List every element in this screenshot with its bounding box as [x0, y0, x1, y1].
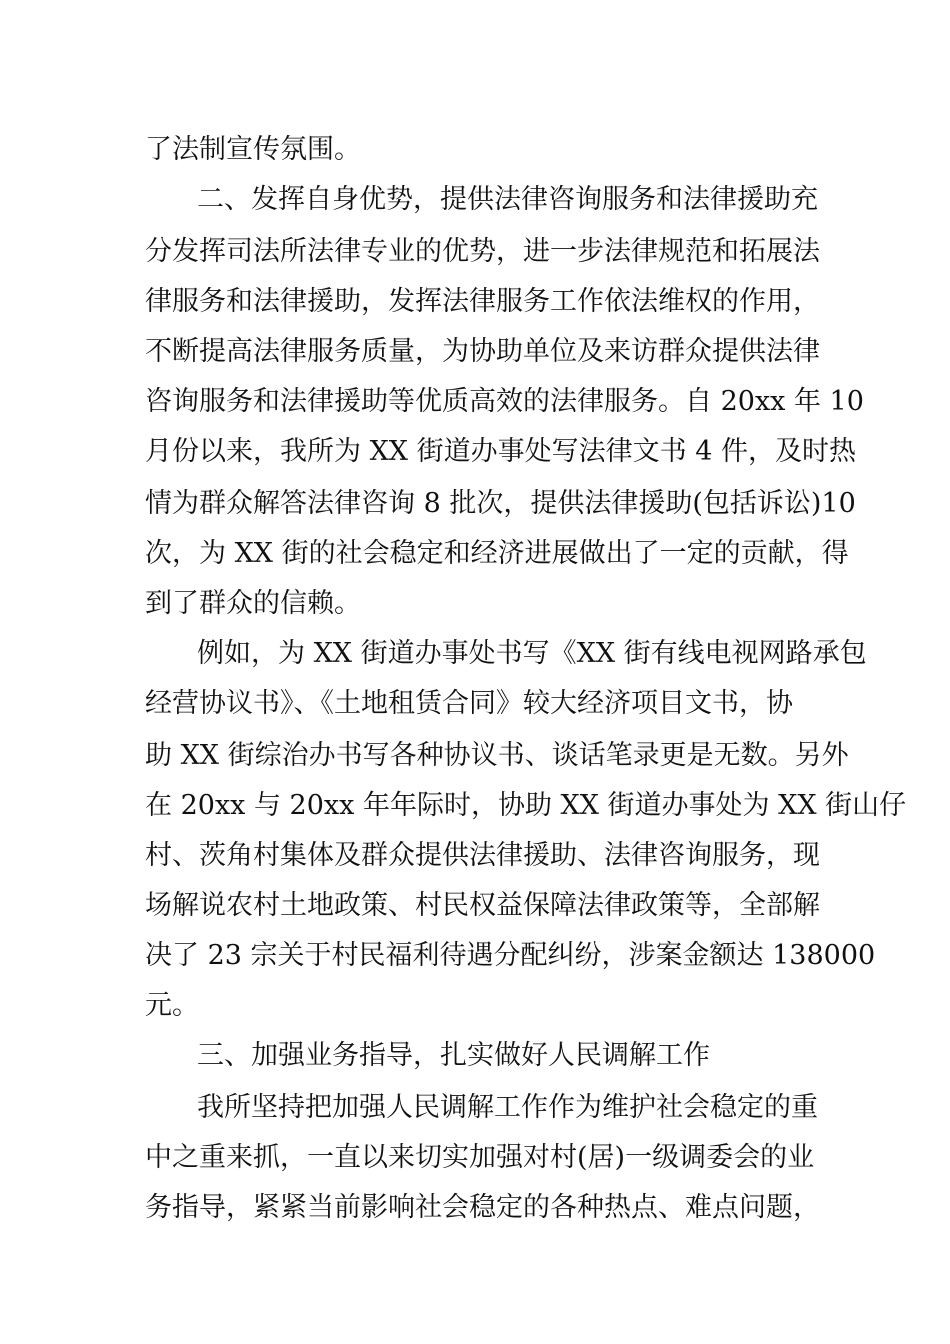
text-line-21: 中之重来抓，一直以来切实加强对村(居)一级调委会的业	[145, 1142, 815, 1173]
text-line-3: 分发挥司法所法律专业的优势，进一步法律规范和拓展法	[145, 236, 820, 267]
text-line-17: 决了 23 宗关于村民福利待遇分配纠纷，涉案金额达 138000	[145, 940, 876, 971]
text-line-12: 经营协议书》、《土地租赁合同》较大经济项目文书，协	[145, 688, 793, 719]
text-line-16: 场解说农村土地政策、村民权益保障法律政策等，全部解	[145, 890, 820, 921]
text-line-6: 咨询服务和法律援助等优质高效的法律服务。自 20xx 年 10	[145, 386, 864, 417]
text-line-18: 元。	[145, 990, 199, 1021]
text-line-10: 到了群众的信赖。	[145, 588, 361, 619]
text-line-5: 不断提高法律服务质量，为协助单位及来访群众提供法律	[145, 336, 820, 367]
text-line-15: 村、茨角村集体及群众提供法律援助、法律咨询服务，现	[145, 840, 820, 871]
text-line-1: 了法制宣传氛围。	[145, 134, 361, 165]
text-line-9: 次，为 XX 街的社会稳定和经济进展做出了一定的贡献，得	[145, 538, 849, 569]
text-line-8: 情为群众解答法律咨询 8 批次，提供法律援助(包括诉讼)10	[145, 488, 856, 519]
text-line-2: 二、发挥自身优势，提供法律咨询服务和法律援助充	[197, 184, 818, 215]
text-line-11: 例如，为 XX 街道办事处书写《XX 街有线电视网路承包	[197, 638, 867, 669]
text-line-20: 我所坚持把加强人民调解工作作为维护社会稳定的重	[197, 1092, 818, 1123]
text-line-19: 三、加强业务指导，扎实做好人民调解工作	[197, 1040, 710, 1071]
text-line-7: 月份以来，我所为 XX 街道办事处写法律文书 4 件，及时热	[145, 436, 856, 467]
text-line-22: 务指导，紧紧当前影响社会稳定的各种热点、难点问题，	[145, 1192, 820, 1223]
text-line-4: 律服务和法律援助，发挥法律服务工作依法维权的作用，	[145, 286, 820, 317]
text-line-14: 在 20xx 与 20xx 年年际时，协助 XX 街道办事处为 XX 街山仔	[145, 790, 907, 821]
text-line-13: 助 XX 街综治办书写各种协议书、谈话笔录更是无数。另外	[145, 740, 849, 771]
